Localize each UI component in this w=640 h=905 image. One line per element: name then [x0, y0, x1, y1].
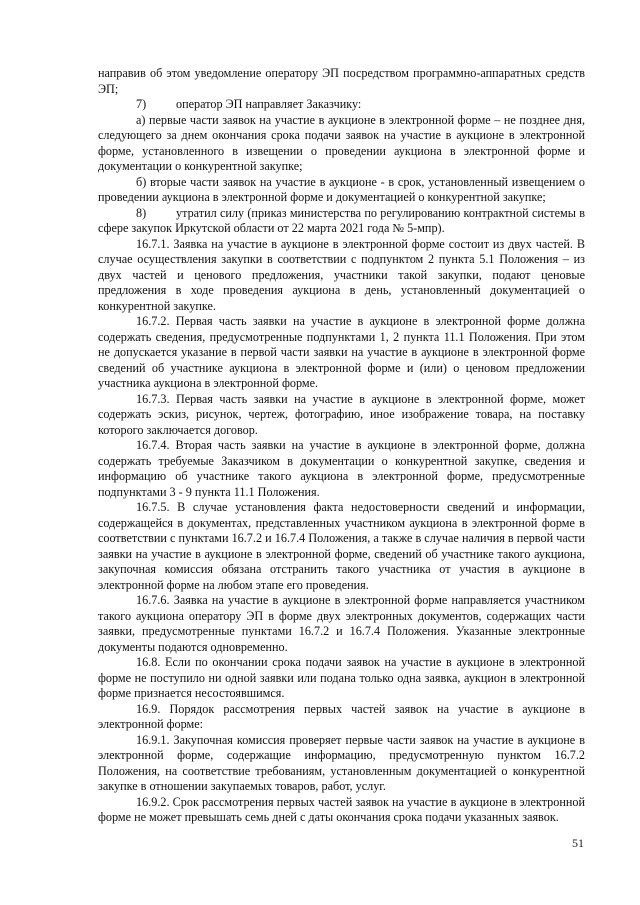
clause-16-7-2: 16.7.2. Первая часть заявки на участие в аукционе в электронной форме должна содержать сведения, предусмотренные подпунктами 1, 2 пункта 11.1 Положения. При этом не допускается указание в первой части заявки на участие в аукционе в электронной форме сведений об участнике аукциона в электронной форме и (или) о ценовом предложении участника аукциона в электронной форме. — [98, 314, 585, 390]
page-number: 51 — [572, 836, 584, 850]
paragraph-continuation: направив об этом уведомление оператору ЭП посредством программно-аппаратных средств ЭП; — [98, 66, 585, 96]
list-item-7 — [98, 97, 585, 113]
sub-item-a: а) первые части заявок на участие в аукционе в электронной форме – не позднее дня, следующего за днем окончания срока подачи заявок на участие в аукционе в электронной форме, установленного в извещении о проведении аукциона в электронной форме и документации о конкурентной закупке; — [98, 112, 585, 173]
list-item-number: 8) — [136, 205, 147, 220]
clause-16-7-4: 16.7.4. Вторая часть заявки на участие в аукционе в электронной форме, должна содержать требуемые Заказчиком в документации о конкурентной закупке, сведения и информацию об участнике такого аукциона в электронной форме, предусмотренные подпунктами 3 - 9 пункта 11.1 Положения. — [98, 438, 585, 499]
list-item-text: оператор ЭП направляет Заказчику: — [176, 97, 362, 111]
list-item-text: утратил силу (приказ министерства по регулированию контрактной системы в сфере закупок Иркутской области от 22 марта 2021 года № 5-мпр). — [98, 205, 585, 235]
clause-16-9: 16.9. Порядок рассмотрения первых частей заявок на участие в аукционе в электронной форме: — [98, 701, 585, 731]
clause-16-9-1: 16.9.1. Закупочная комиссия проверяет первые части заявок на участие в аукционе в электронной форме, содержащие информацию, предусмотренную пунктом 16.7.2 Положения, на соответствие требованиям, установленным документацией о конкурентной закупке в отношении закупаемых товаров, работ, услуг. — [98, 732, 585, 793]
clause-16-7-6: 16.7.6. Заявка на участие в аукционе в электронной форме направляется участником такого аукциона оператору ЭП в форме двух электронных документов, содержащих части заявки, предусмотренные пунктами 16.7.2 и 16.7.4 Положения. Указанные электронные документы подаются одновременно. — [98, 593, 585, 654]
list-item-number: 7) — [136, 97, 147, 111]
clause-16-9-2: 16.9.2. Срок рассмотрения первых частей заявок на участие в аукционе в электронной форме не может превышать семь дней с даты окончания срока подачи указанных заявок. — [98, 794, 585, 824]
clause-16-7-3: 16.7.3. Первая часть заявки на участие в аукционе в электронной форме, может содержать эскиз, рисунок, чертеж, фотографию, иное изображение товара, на поставку которого заключается договор. — [98, 391, 585, 437]
clause-16-7-1: 16.7.1. Заявка на участие в аукционе в электронной форме состоит из двух частей. В случае осуществления закупки в соответствии с подпунктом 2 пункта 5.1 Положения – из двух частей и ценового предложения, участники такой закупки, подают ценовые предложения в ходе проведения аукциона в день, установленный документацией о конкурентной закупке. — [98, 236, 585, 313]
clause-16-7-5: 16.7.5. В случае установления факта недостоверности сведений и информации, содержащейся в документах, представленных участником аукциона в электронной форме в соответствии с пунктами 16.7.2 и 16.7.4 Положения, а также в случае наличия в первой части заявки на участие в аукционе в электронной форме, сведений об участнике такого аукциона, закупочная комиссия обязана отстранить такого участника от участия в аукционе в электронной форме на любом этапе его проведения. — [98, 500, 585, 592]
list-item-8 — [98, 206, 585, 237]
sub-item-b: б) вторые части заявок на участие в аукционе - в срок, установленный извещением о проведении аукциона в электронной форме и документацией о конкурентной закупке; — [98, 174, 585, 204]
document-page — [98, 66, 585, 826]
clause-16-8: 16.8. Если по окончании срока подачи заявок на участие в аукционе в электронной форме не поступило ни одной заявки или подана только одна заявка, аукцион в электронной форме признается несостоявшимся. — [98, 655, 585, 700]
